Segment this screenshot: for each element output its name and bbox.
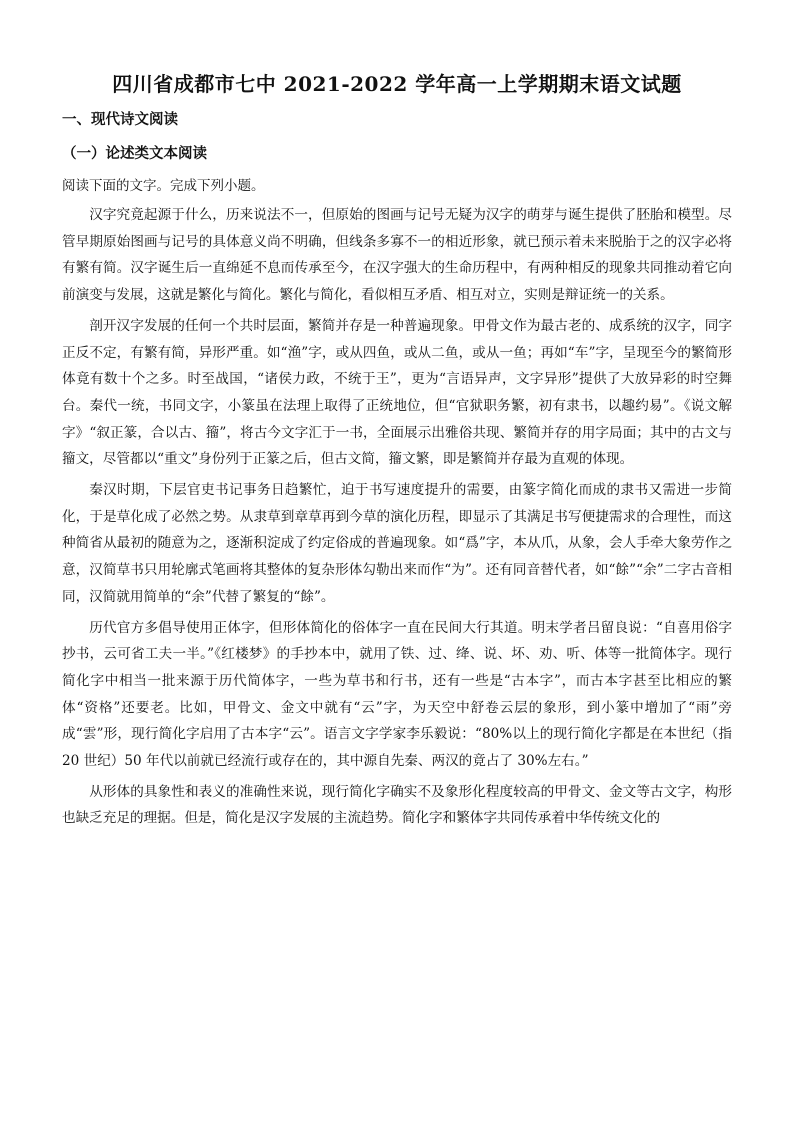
passage-paragraph: 剖开汉字发展的任何一个共时层面，繁简并存是一种普遍现象。甲骨文作为最古老的、成系统的汉字，同字正反不定，有繁有简，异形严重。如“渔”字，或从四鱼，或从二鱼，或从一鱼；再如“车”字，呈现至今的繁简形体竟有数十个之多。时至战国，“诸侯力政，不统于王”，更为“言语异声，文字异形”提供了大放异彩的时空舞台。秦代一统，书同文字，小篆虽在法理上取得了正统地位，但“官狱职务繁，初有隶书，以趣约易”。《说文解字》“叙正篆，合以古、籀”，将古今文字汇于一书，全面展示出雅俗共现、繁简并存的用字局面；其中的古文与籀文，尽管都以“重文”身份列于正篆之后，但古文简，籀文繁，即是繁简并存最为直观的体现。 <box>62 317 732 468</box>
document-title: 四川省成都市七中 2021-2022 学年高一上学期期末语文试题 <box>112 72 682 96</box>
passage-paragraph: 秦汉时期，下层官吏书记事务日趋繁忙，迫于书写速度提升的需要，由篆字简化而成的隶书又需进一步简化，于是草化成了必然之势。从隶草到章草再到今草的演化历程，即显示了其满足书写便捷需求的合理性，而这种简省从最初的随意为之，逐渐积淀成了约定俗成的普遍现象。如“爲”字，本从爪，从象，会人手牵大象劳作之意，汉简草书只用轮廓式笔画将其整体的复杂形体勾勒出来而作“为”。还有同音替代者，如“餘”“余”二字古音相同，汉简就用简单的“余”代替了繁复的“餘”。 <box>62 482 732 605</box>
passage-paragraph: 从形体的具象性和表义的准确性来说，现行简化字确实不及象形化程度较高的甲骨文、金文等古文字，构形也缺乏充足的理据。但是，简化是汉字发展的主流趋势。简化字和繁体字共同传承着中华传统文化的 <box>62 783 732 827</box>
passage-paragraph: 汉字究竟起源于什么，历来说法不一，但原始的图画与记号无疑为汉字的萌芽与诞生提供了胚胎和模型。尽管早期原始图画与记号的具体意义尚不明确，但线条多寡不一的相近形象，就已预示着未来脱胎于之的汉字必将有繁有简。汉字诞生后一直绵延不息而传承至今，在汉字强大的生命历程中，有两种相反的现象共同推动着它向前演变与发展，这就是繁化与简化。繁化与简化，看似相互矛盾、相互对立，实则是辩证统一的关系。 <box>62 207 732 304</box>
passage-paragraph: 历代官方多倡导使用正体字，但形体简化的俗体字一直在民间大行其道。明末学者吕留良说：“自喜用俗字抄书，云可省工夫一半。”《红楼梦》的手抄本中，就用了铁、过、绛、说、坏、劝、听、体等一批简体字。现行简化字中相当一批来源于历代简体字，一些为草书和行书，还有一些是“古本字”，而古本字甚至比相应的繁体“资格”还要老。比如，甲骨文、金文中就有“云”字，为天空中舒卷云层的象形，到小篆中增加了“雨”旁成“雲”形，现行简化字启用了古本字“云”。语言文字学家李乐毅说：“80%以上的现行简化字都是在本世纪（指 20 世纪）50 年代以前就已经流行或存在的，其中源自先秦、两汉的竟占了 30%左右。” <box>62 619 732 770</box>
section-heading: 一、现代诗文阅读 <box>62 112 178 128</box>
subsection-heading: （一）论述类文本阅读 <box>62 146 207 162</box>
reading-instruction: 阅读下面的文字。完成下列小题。 <box>62 178 265 194</box>
reading-passage <box>62 202 732 836</box>
